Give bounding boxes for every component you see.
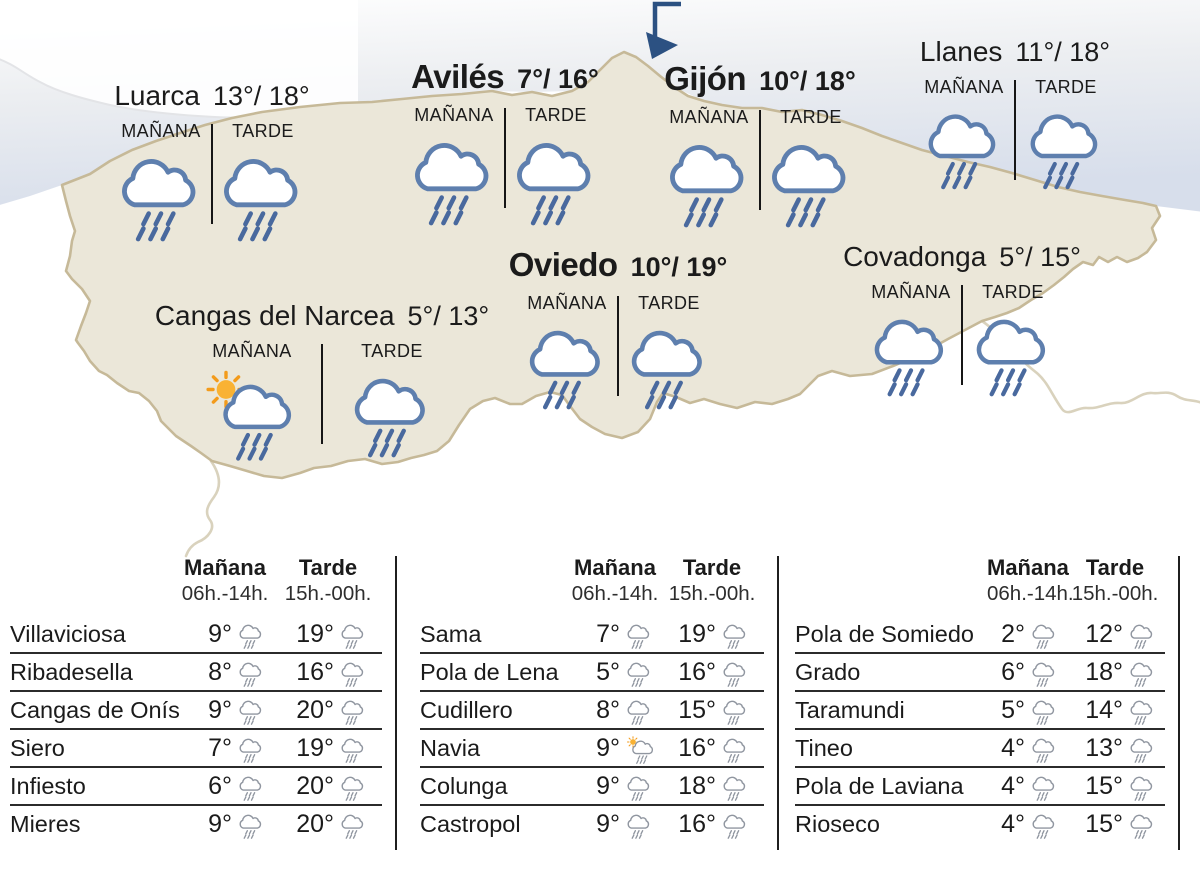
row-city: Pola de Somiedo: [795, 620, 974, 647]
forecast-table-west: [795, 555, 1165, 842]
rain-cloud-icon: [626, 660, 652, 687]
row-afternoon-temp: 16°: [678, 657, 716, 686]
rain-cloud-icon: [722, 698, 748, 725]
row-morning-temp: 7°: [208, 733, 232, 762]
rain-cloud-icon: [870, 311, 952, 397]
rain-cloud-icon: [1129, 698, 1155, 725]
row-afternoon-temp: 20°: [296, 809, 334, 838]
rain-cloud-icon: [722, 660, 748, 687]
column-header-afternoon: Tarde: [298, 555, 358, 580]
row-afternoon-temp: 12°: [1085, 619, 1123, 648]
row-city: Pola de Lena: [420, 658, 559, 685]
row-afternoon-icon-cell: [1129, 809, 1165, 839]
period-forecasts: [659, 107, 861, 228]
row-afternoon-temp: 18°: [678, 771, 716, 800]
row-morning-icon-cell: [1031, 695, 1065, 725]
row-city: Grado: [795, 658, 861, 685]
table-divider: [777, 556, 779, 850]
table-header: [420, 555, 764, 581]
table-header: [795, 555, 1165, 581]
row-afternoon-icon-cell: [1129, 619, 1165, 649]
row-morning-icon-cell: [1031, 771, 1065, 801]
city-title: [920, 36, 1110, 68]
row-afternoon-icon-cell: [340, 619, 382, 649]
row-city: Colunga: [420, 772, 508, 799]
rain-cloud-icon: [1031, 774, 1057, 801]
rain-cloud-icon: [525, 322, 609, 410]
city-temps: 7°/ 16°: [517, 64, 599, 94]
afternoon-label: TARDE: [1035, 77, 1097, 97]
rain-cloud-icon: [340, 698, 366, 725]
city-title: [155, 300, 489, 332]
city-title: [114, 80, 309, 112]
table-row: [795, 690, 1165, 728]
row-morning-icon-cell: [238, 695, 274, 725]
row-afternoon-temp: 16°: [678, 733, 716, 762]
row-morning-temp: 8°: [208, 657, 232, 686]
rain-cloud-icon: [340, 622, 366, 649]
table-divider: [1178, 556, 1180, 850]
morning-forecast: [861, 282, 961, 397]
table-row: [10, 766, 382, 804]
row-morning-temp: 8°: [596, 695, 620, 724]
table-row: [795, 652, 1165, 690]
rain-cloud-icon: [665, 136, 753, 228]
row-morning-temp: 7°: [596, 619, 620, 648]
rain-cloud-icon: [238, 698, 264, 725]
rain-cloud-icon: [1129, 774, 1155, 801]
row-morning-icon-cell: [626, 771, 660, 801]
city-temps: 5°/ 13°: [407, 301, 490, 331]
rain-cloud-icon: [626, 812, 652, 839]
rain-cloud-icon: [219, 150, 307, 242]
column-header-morning: Mañana: [987, 555, 1069, 580]
city-name: Llanes: [919, 36, 1003, 67]
row-city: Cudillero: [420, 696, 513, 723]
rain-cloud-icon: [1026, 106, 1106, 190]
row-morning-temp: 6°: [208, 771, 232, 800]
rain-cloud-icon: [722, 774, 748, 801]
table-row: [420, 804, 764, 842]
rain-cloud-icon: [238, 774, 264, 801]
morning-hours: 06h.-14h.: [181, 582, 269, 605]
period-forecasts: [183, 341, 461, 461]
afternoon-forecast: [213, 121, 313, 242]
afternoon-label: TARDE: [638, 293, 700, 313]
rain-cloud-icon: [1031, 698, 1057, 725]
city-title: [411, 58, 599, 96]
row-morning-icon-cell: [626, 619, 660, 649]
rain-cloud-icon: [1129, 736, 1155, 763]
afternoon-forecast: [1016, 77, 1116, 190]
row-afternoon-icon-cell: [340, 695, 382, 725]
row-city: Infiesto: [10, 772, 86, 799]
row-morning-icon-cell: [238, 809, 274, 839]
afternoon-forecast: [323, 341, 461, 458]
table-row: [10, 616, 382, 652]
period-forecasts: [914, 77, 1116, 190]
rain-cloud-icon: [340, 774, 366, 801]
row-morning-icon-cell: [1031, 733, 1065, 763]
rain-cloud-icon: [1031, 622, 1057, 649]
row-afternoon-temp: 20°: [296, 771, 334, 800]
rain-cloud-icon: [238, 812, 264, 839]
row-city: Navia: [420, 734, 481, 761]
row-morning-temp: 9°: [208, 619, 232, 648]
city-forecast-cangas-del-narcea: [154, 300, 490, 461]
rain-cloud-icon: [350, 370, 434, 458]
afternoon-hours: 15h.-00h.: [1071, 582, 1159, 605]
row-morning-icon-cell: [626, 733, 660, 764]
city-forecast-llanes: [914, 36, 1116, 190]
rain-cloud-icon: [722, 812, 748, 839]
row-morning-temp: 9°: [596, 771, 620, 800]
rain-cloud-icon: [626, 774, 652, 801]
table-row: [420, 652, 764, 690]
table-row: [420, 616, 764, 652]
afternoon-label: TARDE: [982, 282, 1044, 302]
row-afternoon-temp: 19°: [296, 733, 334, 762]
rain-cloud-icon: [512, 134, 600, 226]
period-forecasts: [861, 282, 1063, 397]
city-name: Covadonga: [843, 241, 987, 272]
rain-cloud-icon: [410, 134, 498, 226]
row-morning-icon-cell: [626, 809, 660, 839]
row-city: Taramundi: [795, 696, 905, 723]
morning-label: MAÑANA: [212, 341, 292, 361]
afternoon-hours: 15h.-00h.: [668, 582, 756, 605]
morning-forecast: [914, 77, 1014, 190]
row-city: Mieres: [10, 810, 81, 837]
row-morning-icon-cell: [1031, 809, 1065, 839]
afternoon-label: TARDE: [232, 121, 294, 141]
morning-label: MAÑANA: [121, 121, 201, 141]
table-row: [420, 728, 764, 766]
city-temps: 13°/ 18°: [212, 81, 310, 111]
row-afternoon-icon-cell: [722, 771, 764, 801]
column-header-morning: Mañana: [184, 555, 266, 580]
row-afternoon-icon-cell: [1129, 657, 1165, 687]
row-afternoon-icon-cell: [1129, 771, 1165, 801]
row-city: Siero: [10, 734, 65, 761]
row-afternoon-temp: 16°: [296, 657, 334, 686]
row-afternoon-icon-cell: [340, 771, 382, 801]
row-morning-icon-cell: [1031, 657, 1065, 687]
city-forecast-covadonga: [843, 241, 1081, 397]
morning-label: MAÑANA: [871, 282, 951, 302]
row-city: Sama: [420, 620, 482, 647]
city-name: Gijón: [664, 60, 747, 97]
row-afternoon-icon-cell: [340, 657, 382, 687]
period-forecasts: [111, 121, 313, 242]
rain-cloud-icon: [117, 150, 205, 242]
rain-cloud-icon: [626, 622, 652, 649]
rain-cloud-icon: [1031, 660, 1057, 687]
row-afternoon-icon-cell: [722, 809, 764, 839]
forecast-table-center: [420, 555, 764, 842]
afternoon-forecast: [619, 293, 719, 410]
morning-forecast: [517, 293, 617, 410]
rain-cloud-icon: [238, 622, 264, 649]
row-afternoon-temp: 14°: [1085, 695, 1123, 724]
morning-forecast: [111, 121, 211, 242]
table-row: [420, 766, 764, 804]
table-row: [420, 690, 764, 728]
rain-cloud-icon: [1129, 812, 1155, 839]
city-temps: 10°/ 19°: [630, 252, 728, 282]
rain-cloud-icon: [340, 736, 366, 763]
city-forecast-gijon: [659, 60, 861, 228]
rain-cloud-icon: [238, 660, 264, 687]
row-morning-icon-cell: [238, 733, 274, 763]
row-city: Ribadesella: [10, 658, 133, 685]
city-temps: 11°/ 18°: [1015, 37, 1111, 67]
row-city: Castropol: [420, 810, 521, 837]
city-temps: 5°/ 15°: [999, 242, 1081, 272]
rain-cloud-icon: [1031, 736, 1057, 763]
afternoon-hours: 15h.-00h.: [284, 582, 372, 605]
row-morning-temp: 4°: [1001, 809, 1025, 838]
rain-cloud-icon: [722, 736, 748, 763]
row-afternoon-icon-cell: [340, 733, 382, 763]
row-morning-temp: 5°: [1001, 695, 1025, 724]
table-divider: [395, 556, 397, 850]
row-afternoon-icon-cell: [1129, 733, 1165, 763]
table-subheader: [795, 581, 1165, 607]
afternoon-label: TARDE: [361, 341, 423, 361]
table-subheader: [10, 581, 382, 607]
row-morning-icon-cell: [626, 695, 660, 725]
rain-cloud-icon: [627, 322, 711, 410]
row-morning-temp: 9°: [208, 809, 232, 838]
morning-label: MAÑANA: [669, 107, 749, 127]
row-afternoon-icon-cell: [722, 619, 764, 649]
row-morning-icon-cell: [238, 657, 274, 687]
rain-cloud-icon: [767, 136, 855, 228]
sun-rain-cloud-icon: [626, 736, 656, 764]
row-morning-temp: 5°: [596, 657, 620, 686]
row-afternoon-temp: 13°: [1085, 733, 1123, 762]
row-afternoon-icon-cell: [722, 695, 764, 725]
afternoon-forecast: [963, 282, 1063, 397]
row-morning-temp: 9°: [596, 733, 620, 762]
morning-forecast: [183, 341, 321, 461]
afternoon-label: TARDE: [780, 107, 842, 127]
morning-label: MAÑANA: [527, 293, 607, 313]
table-row: [795, 766, 1165, 804]
forecast-table-east: [10, 555, 382, 842]
table-row: [10, 690, 382, 728]
table-row: [795, 616, 1165, 652]
row-afternoon-temp: 15°: [678, 695, 716, 724]
morning-hours: 06h.-14h.: [987, 582, 1074, 605]
city-name: Oviedo: [508, 246, 618, 283]
city-forecast-oviedo: [508, 246, 728, 410]
morning-label: MAÑANA: [924, 77, 1004, 97]
row-city: Cangas de Onís: [10, 696, 180, 723]
row-morning-icon-cell: [238, 619, 274, 649]
table-header: [10, 555, 382, 581]
rain-cloud-icon: [972, 311, 1054, 397]
table-row: [795, 804, 1165, 842]
table-row: [10, 728, 382, 766]
morning-forecast: [659, 107, 759, 228]
row-afternoon-temp: 19°: [678, 619, 716, 648]
morning-label: MAÑANA: [414, 105, 494, 125]
rain-cloud-icon: [626, 698, 652, 725]
sun-rain-cloud-icon: [204, 370, 300, 461]
morning-hours: 06h.-14h.: [571, 582, 659, 605]
rain-cloud-icon: [924, 106, 1004, 190]
row-afternoon-temp: 20°: [296, 695, 334, 724]
row-afternoon-icon-cell: [1129, 695, 1165, 725]
table-row: [10, 652, 382, 690]
row-afternoon-icon-cell: [340, 809, 382, 839]
rain-cloud-icon: [1129, 622, 1155, 649]
city-name: Luarca: [114, 80, 200, 111]
table-row: [10, 804, 382, 842]
column-header-morning: Mañana: [574, 555, 656, 580]
row-morning-temp: 9°: [596, 809, 620, 838]
city-temps: 10°/ 18°: [759, 66, 856, 96]
row-city: Pola de Laviana: [795, 772, 964, 799]
city-forecast-luarca: [111, 80, 313, 242]
row-morning-temp: 2°: [1001, 619, 1025, 648]
row-city: Tineo: [795, 734, 853, 761]
city-title: [509, 246, 728, 284]
row-morning-temp: 6°: [1001, 657, 1025, 686]
row-afternoon-icon-cell: [722, 733, 764, 763]
morning-forecast: [404, 105, 504, 226]
city-forecast-aviles: [404, 58, 606, 226]
city-title: [664, 60, 856, 98]
afternoon-label: TARDE: [525, 105, 587, 125]
row-afternoon-temp: 19°: [296, 619, 334, 648]
rain-cloud-icon: [1031, 812, 1057, 839]
rain-cloud-icon: [340, 660, 366, 687]
row-morning-temp: 4°: [1001, 733, 1025, 762]
city-name: Avilés: [411, 58, 505, 95]
rain-cloud-icon: [238, 736, 264, 763]
row-city: Rioseco: [795, 810, 880, 837]
row-afternoon-temp: 15°: [1085, 809, 1123, 838]
row-morning-temp: 9°: [208, 695, 232, 724]
table-row: [795, 728, 1165, 766]
row-city: Villaviciosa: [10, 620, 126, 647]
city-name: Cangas del Narcea: [154, 300, 395, 331]
afternoon-forecast: [506, 105, 606, 226]
row-morning-icon-cell: [238, 771, 274, 801]
table-subheader: [420, 581, 764, 607]
row-morning-icon-cell: [1031, 619, 1065, 649]
afternoon-forecast: [761, 107, 861, 228]
row-afternoon-icon-cell: [722, 657, 764, 687]
column-header-afternoon: Tarde: [1085, 555, 1145, 580]
row-morning-icon-cell: [626, 657, 660, 687]
rain-cloud-icon: [1129, 660, 1155, 687]
period-forecasts: [517, 293, 719, 410]
row-afternoon-temp: 16°: [678, 809, 716, 838]
rain-cloud-icon: [340, 812, 366, 839]
rain-cloud-icon: [722, 622, 748, 649]
row-afternoon-temp: 18°: [1085, 657, 1123, 686]
period-forecasts: [404, 105, 606, 226]
city-title: [843, 241, 1081, 273]
row-afternoon-temp: 15°: [1085, 771, 1123, 800]
column-header-afternoon: Tarde: [682, 555, 742, 580]
row-morning-temp: 4°: [1001, 771, 1025, 800]
